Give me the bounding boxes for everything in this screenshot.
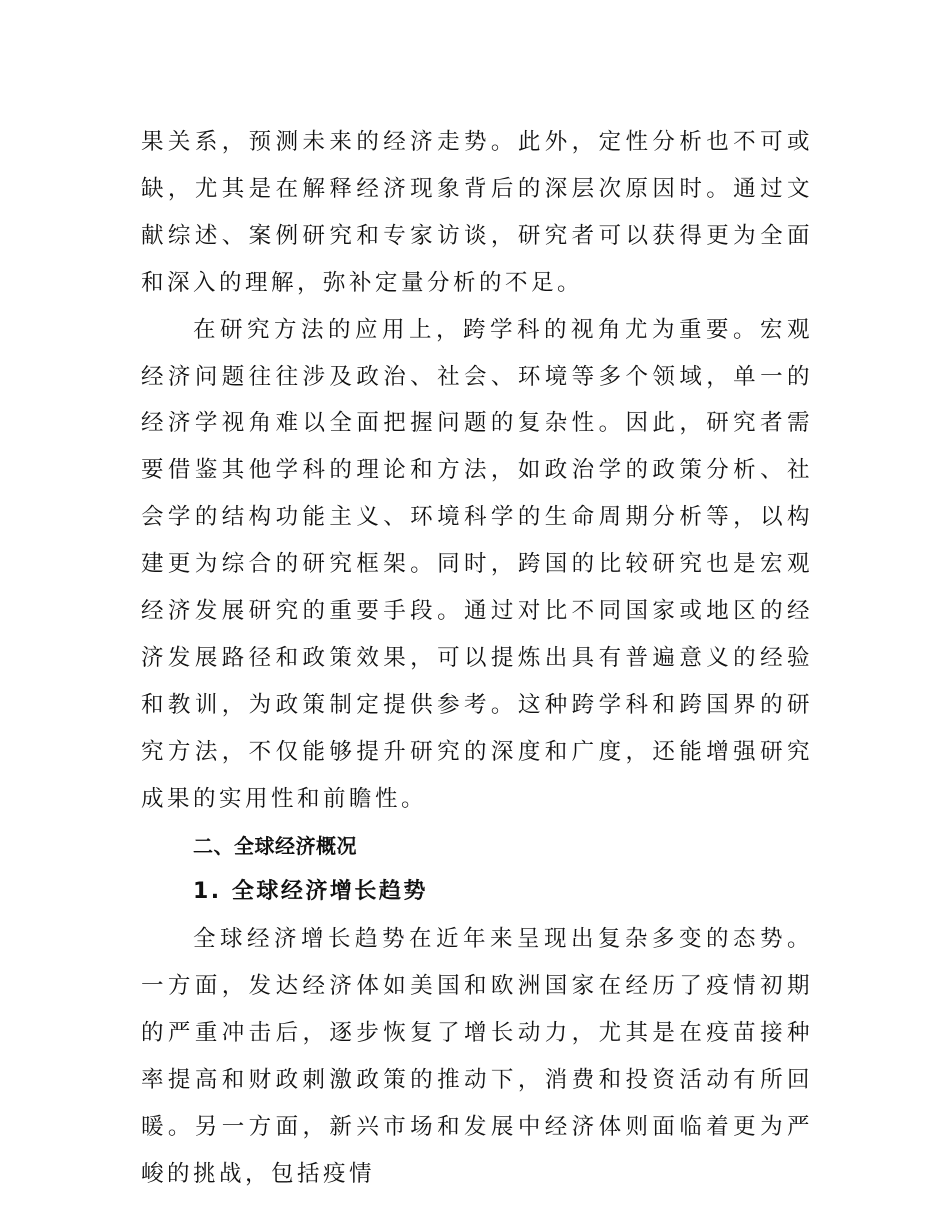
body-paragraph-global-growth: 全球经济增长趋势在近年来呈现出复杂多变的态势。一方面，发达经济体如美国和欧洲国家在经历了疫情初期的严重冲击后，逐步恢复了增长动力，尤其是在疫苗接种率提高和财政刺激政策的推动下，消费和投资活动有所回暖。另一方面，新兴市场和发展中经济体则面临着更为严峻的挑战，包括疫情 [141, 926, 813, 1187]
document-body [141, 119, 813, 1198]
subsection-heading: 1. 全球经济增长趋势 [193, 879, 428, 905]
section-heading: 二、全球经济概况 [193, 833, 357, 858]
body-paragraph-research-methods: 在研究方法的应用上，跨学科的视角尤为重要。宏观经济问题往往涉及政治、社会、环境等多个领域，单一的经济学视角难以全面把握问题的复杂性。因此，研究者需要借鉴其他学科的理论和方法，如政治学的政策分析、社会学的结构功能主义、环境科学的生命周期分析等，以构建更为综合的研究框架。同时，跨国的比较研究也是宏观经济发展研究的重要手段。通过对比不同国家或地区的经济发展路径和政策效果，可以提炼出具有普遍意义的经验和教训，为政策制定提供参考。这种跨学科和跨国界的研究方法，不仅能够提升研究的深度和广度，还能增强研究成果的实用性和前瞻性。 [141, 316, 813, 812]
body-paragraph-continued: 果关系，预测未来的经济走势。此外，定性分析也不可或缺，尤其是在解释经济现象背后的深层次原因时。通过文献综述、案例研究和专家访谈，研究者可以获得更为全面和深入的理解，弥补定量分析的不足。 [141, 129, 813, 296]
